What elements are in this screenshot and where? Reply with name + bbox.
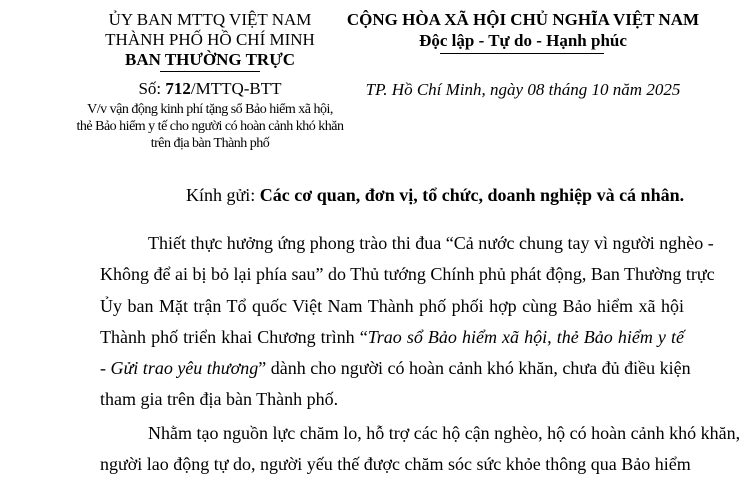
program-name-part1: Trao sổ Bảo hiểm xã hội, thẻ Bảo hiểm y tế	[367, 326, 684, 347]
issuer-org-line3: BAN THƯỜNG TRỰC	[124, 50, 296, 69]
paragraph1-line2: Không để ai bị bỏ lại phía sau” do Thủ tướng Chính phủ phát động, Ban Thường trực	[100, 264, 715, 285]
paragraph2-line2: người lao động tự do, người yếu thế được chăm sóc sức khỏe thông qua Bảo hiểm	[100, 454, 691, 475]
greeting-recipients: Các cơ quan, đơn vị, tổ chức, doanh nghiệp và cá nhân.	[259, 185, 685, 205]
paragraph2-line1: Nhằm tạo nguồn lực chăm lo, hỗ trợ các hộ cận nghèo, hộ có hoàn cảnh khó khăn,	[148, 423, 741, 443]
body-paragraph-2	[100, 418, 741, 477]
issuer-org-line1: ỦY BAN MTTQ VIỆT NAM	[108, 10, 312, 29]
issuer-org-line2: THÀNH PHỐ HỒ CHÍ MINH	[105, 30, 315, 49]
subject-line3: trên địa bàn Thành phố	[150, 136, 270, 151]
greeting	[186, 184, 684, 206]
program-name-part2: - Gửi trao yêu thương	[100, 358, 259, 379]
document-number-value: 712	[165, 79, 191, 98]
subject-line1: V/v vận động kinh phí tặng sổ Bảo hiểm xã hội,	[87, 102, 333, 117]
paragraph1-line5-rest: ” dành cho người có hoàn cảnh khó khăn, chưa đủ điều kiện	[258, 358, 691, 379]
paragraph1-line5	[100, 353, 691, 384]
greeting-label: Kính gửi:	[186, 185, 260, 205]
nation-title: CỘNG HÒA XÃ HỘI CHỦ NGHĨA VIỆT NAM	[346, 10, 700, 29]
document-number-prefix: Số:	[138, 79, 166, 98]
document-number	[72, 79, 348, 99]
paragraph1-line4	[100, 322, 684, 353]
motto-underline	[440, 53, 604, 54]
paragraph1-line4-start: Thành phố triển khai Chương trình “	[100, 326, 368, 347]
paragraph1-line3: Ủy ban Mặt trận Tổ quốc Việt Nam Thành phố phối hợp cùng Bảo hiểm xã hội	[100, 295, 684, 316]
national-motto: Độc lập - Tự do - Hạnh phúc	[419, 31, 627, 50]
paragraph1-line6: tham gia trên địa bàn Thành phố.	[100, 389, 339, 410]
subject-line2: thẻ Bảo hiểm y tế cho người có hoàn cảnh khó khăn	[76, 119, 344, 134]
document-number-suffix: /MTTQ-BTT	[190, 79, 282, 98]
paragraph1-line1: Thiết thực hưởng ứng phong trào thi đua “Cả nước chung tay vì người nghèo -	[148, 233, 714, 253]
issuer-underline	[160, 71, 260, 72]
place-and-date: TP. Hồ Chí Minh, ngày 08 tháng 10 năm 2025	[365, 80, 681, 99]
body-paragraph-1	[100, 228, 715, 416]
